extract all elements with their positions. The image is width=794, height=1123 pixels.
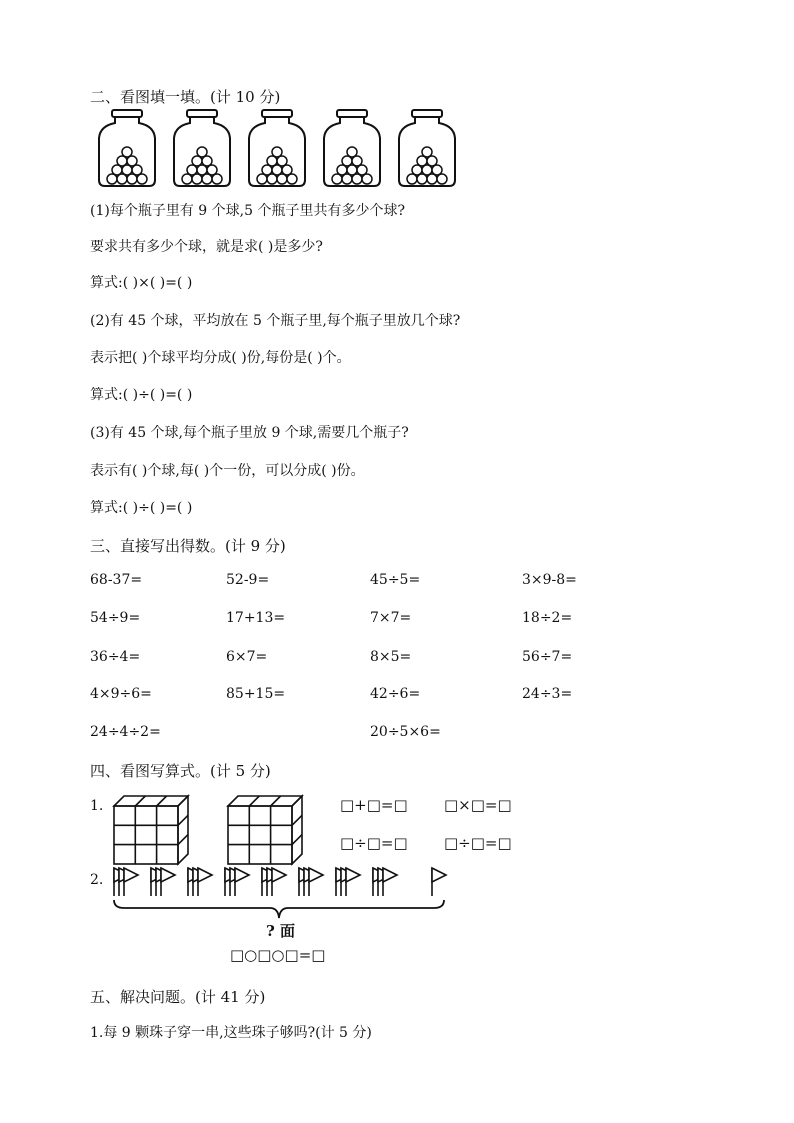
arithmetic-item: 6×7= bbox=[226, 649, 268, 665]
arithmetic-item: 20÷5×6= bbox=[370, 724, 441, 740]
curly-brace bbox=[112, 898, 446, 920]
section2-title: 二、看图填一填。(计 10 分) bbox=[90, 88, 281, 106]
ball bbox=[107, 174, 117, 184]
equation-add: □+□=□ bbox=[340, 796, 408, 814]
equation-flags: □○□○□=□ bbox=[230, 946, 326, 964]
ball bbox=[212, 174, 222, 184]
ball bbox=[332, 174, 342, 184]
section3-title: 三、直接写出得数。(计 9 分) bbox=[90, 537, 286, 555]
arithmetic-item: 85+15= bbox=[226, 686, 286, 702]
arithmetic-item: 56÷7= bbox=[522, 649, 573, 665]
ball bbox=[362, 174, 372, 184]
section2-q2-formula: 算式:( )÷( )=( ) bbox=[90, 387, 193, 403]
jar-with-balls bbox=[96, 108, 158, 188]
cube-figure-right bbox=[226, 794, 306, 866]
equation-divide-2: □÷□=□ bbox=[444, 834, 512, 852]
jar-with-balls bbox=[171, 108, 233, 188]
arithmetic-item: 45÷5= bbox=[370, 572, 421, 588]
ball bbox=[127, 174, 137, 184]
section2-q1-formula: 算式:( )×( )=( ) bbox=[90, 275, 193, 291]
equation-divide-1: □÷□=□ bbox=[340, 834, 408, 852]
section2-q2-question: (2)有 45 个球，平均放在 5 个瓶子里,每个瓶子里放几个球? bbox=[90, 313, 461, 329]
section4-title: 四、看图写算式。(计 5 分) bbox=[90, 762, 271, 780]
ball bbox=[202, 174, 212, 184]
arithmetic-item: 8×5= bbox=[370, 649, 412, 665]
arithmetic-item: 18÷2= bbox=[522, 610, 573, 626]
ball bbox=[417, 174, 427, 184]
ball bbox=[342, 174, 352, 184]
single-flag bbox=[432, 868, 446, 896]
jar-with-balls bbox=[321, 108, 383, 188]
item2-label: 2. bbox=[90, 872, 104, 888]
flag-group bbox=[151, 868, 175, 896]
flag-group bbox=[373, 868, 397, 896]
ball bbox=[267, 174, 277, 184]
ball bbox=[257, 174, 267, 184]
flag-group bbox=[225, 868, 249, 896]
section5-title: 五、解决问题。(计 41 分) bbox=[90, 988, 266, 1006]
arithmetic-item: 52-9= bbox=[226, 572, 270, 588]
arithmetic-item: 24÷4÷2= bbox=[90, 724, 161, 740]
section2-q2-line1: 表示把( )个球平均分成( )份,每份是( )个。 bbox=[90, 350, 351, 366]
ball bbox=[277, 174, 287, 184]
arithmetic-item: 68-37= bbox=[90, 572, 143, 588]
section5-q1: 1.每 9 颗珠子穿一串,这些珠子够吗?(计 5 分) bbox=[90, 1025, 372, 1041]
arithmetic-item: 17+13= bbox=[226, 610, 286, 626]
arithmetic-item: 3×9-8= bbox=[522, 572, 577, 588]
ball bbox=[137, 174, 147, 184]
ball bbox=[117, 174, 127, 184]
arithmetic-item: 54÷9= bbox=[90, 610, 141, 626]
equation-multiply: □×□=□ bbox=[444, 796, 512, 814]
flag-group bbox=[299, 868, 323, 896]
arithmetic-item: 42÷6= bbox=[370, 686, 421, 702]
ball bbox=[437, 174, 447, 184]
section2-q3-question: (3)有 45 个球,每个瓶子里放 9 个球,需要几个瓶子? bbox=[90, 425, 409, 441]
flag-group bbox=[262, 868, 286, 896]
ball bbox=[192, 174, 202, 184]
ball bbox=[427, 174, 437, 184]
arithmetic-item: 7×7= bbox=[370, 610, 412, 626]
ball bbox=[407, 174, 417, 184]
ball bbox=[352, 174, 362, 184]
jar-with-balls bbox=[396, 108, 458, 188]
ball bbox=[287, 174, 297, 184]
arithmetic-item: 24÷3= bbox=[522, 686, 573, 702]
flag-group bbox=[188, 868, 212, 896]
ball bbox=[182, 174, 192, 184]
section2-q3-line1: 表示有( )个球,每( )个一份，可以分成( )份。 bbox=[90, 463, 365, 479]
section2-q1-question: (1)每个瓶子里有 9 个球,5 个瓶子里共有多少个球? bbox=[90, 203, 405, 219]
item1-label: 1. bbox=[90, 798, 104, 814]
cube-figure-left bbox=[112, 794, 192, 866]
arithmetic-item: 36÷4= bbox=[90, 649, 141, 665]
flag-group bbox=[114, 868, 138, 896]
arithmetic-item: 4×9÷6= bbox=[90, 686, 152, 702]
section2-q1-line1: 要求共有多少个球，就是求( )是多少? bbox=[90, 239, 323, 255]
flag-group bbox=[336, 868, 360, 896]
jar-with-balls bbox=[246, 108, 308, 188]
brace-label: ? 面 bbox=[266, 922, 296, 940]
section2-q3-formula: 算式:( )÷( )=( ) bbox=[90, 500, 193, 516]
